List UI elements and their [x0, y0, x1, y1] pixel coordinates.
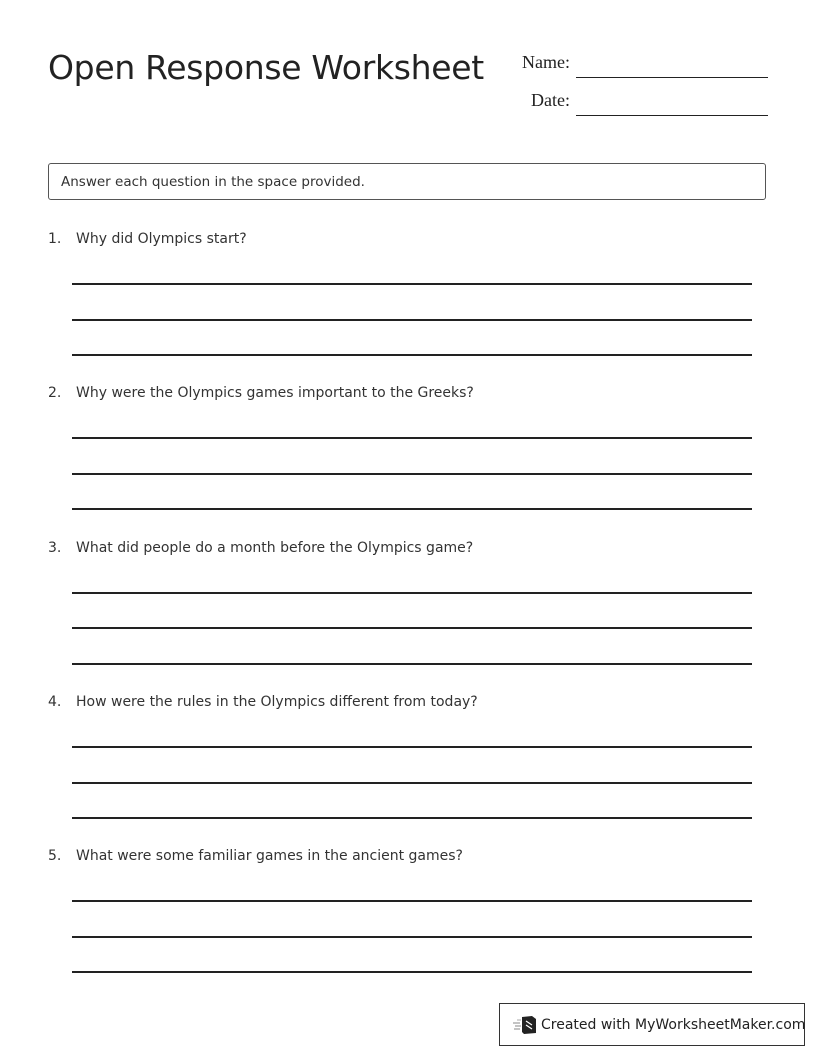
question-number: 2. — [48, 385, 62, 401]
question-text: What did people do a month before the Olympics game? — [76, 540, 474, 556]
answer-line[interactable] — [72, 746, 752, 748]
date-input-line[interactable] — [576, 115, 768, 116]
worksheet-maker-logo-icon — [512, 1015, 538, 1035]
answer-line[interactable] — [72, 354, 752, 356]
question-number: 1. — [48, 231, 62, 247]
answer-line[interactable] — [72, 319, 752, 321]
answer-line[interactable] — [72, 627, 752, 629]
question-text: Why were the Olympics games important to the Greeks? — [76, 385, 474, 401]
instructions-text: Answer each question in the space provided. — [61, 174, 365, 190]
name-label: Name: — [522, 52, 570, 72]
answer-line[interactable] — [72, 900, 752, 902]
answer-line[interactable] — [72, 782, 752, 784]
answer-line[interactable] — [72, 283, 752, 285]
question-number: 5. — [48, 848, 62, 864]
name-input-line[interactable] — [576, 77, 768, 78]
answer-line[interactable] — [72, 971, 752, 973]
footer-text: Created with MyWorksheetMaker.com — [541, 1017, 806, 1033]
instructions-box — [48, 163, 766, 200]
question-text: What were some familiar games in the ancient games? — [76, 848, 463, 864]
date-label: Date: — [531, 90, 570, 110]
question-text: How were the rules in the Olympics different from today? — [76, 694, 478, 710]
page-title: Open Response Worksheet — [48, 48, 484, 87]
answer-line[interactable] — [72, 592, 752, 594]
answer-line[interactable] — [72, 473, 752, 475]
question-number: 4. — [48, 694, 62, 710]
question-text: Why did Olympics start? — [76, 231, 247, 247]
question-number: 3. — [48, 540, 62, 556]
answer-line[interactable] — [72, 508, 752, 510]
answer-line[interactable] — [72, 663, 752, 665]
answer-line[interactable] — [72, 817, 752, 819]
answer-line[interactable] — [72, 936, 752, 938]
footer-badge[interactable] — [499, 1003, 805, 1046]
answer-line[interactable] — [72, 437, 752, 439]
